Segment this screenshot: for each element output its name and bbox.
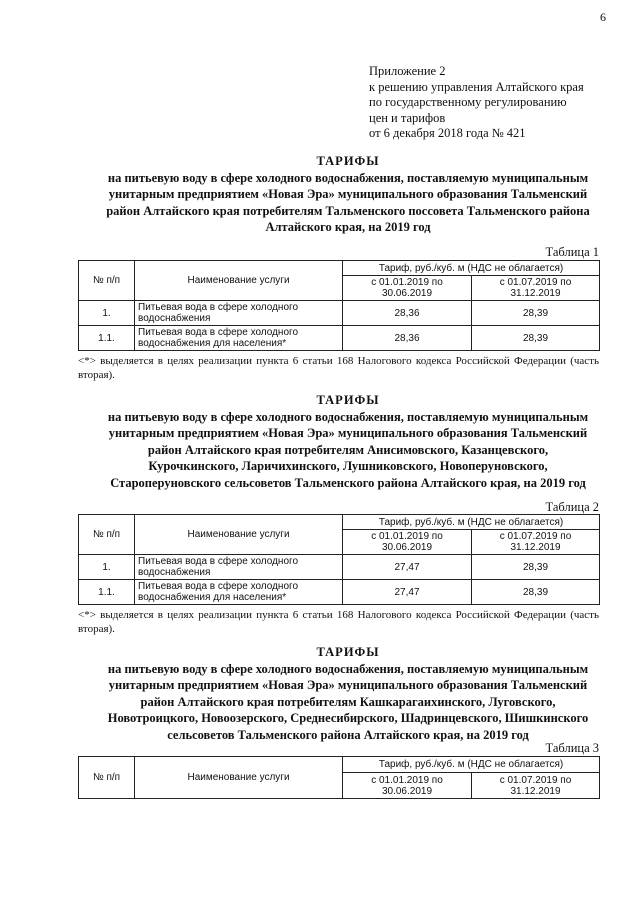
appendix-block bbox=[369, 64, 584, 142]
header-tariff: Тариф, руб./куб. м (НДС не облагается) bbox=[343, 261, 600, 276]
header-period-2: с 01.07.2019 по 31.12.2019 bbox=[472, 773, 600, 799]
section-subtitle-line: унитарным предприятием «Новая Эра» муниципального образования Тальменский bbox=[108, 187, 588, 201]
header-tariff: Тариф, руб./куб. м (НДС не облагается) bbox=[343, 757, 600, 773]
header-period-2: с 01.07.2019 по 31.12.2019 bbox=[472, 530, 600, 555]
section-title: ТАРИФЫ bbox=[316, 154, 380, 168]
row-num: 1.1. bbox=[79, 326, 135, 351]
table-3-label: Таблица 3 bbox=[545, 741, 599, 755]
section-subtitle-line: унитарным предприятием «Новая Эра» муниципального образования Тальменский bbox=[108, 426, 588, 440]
section-2-heading bbox=[88, 392, 608, 491]
header-num: № п/п bbox=[79, 515, 135, 555]
appendix-line: по государственному регулированию bbox=[369, 95, 567, 109]
header-service: Наименование услуги bbox=[135, 515, 343, 555]
table-1-label: Таблица 1 bbox=[545, 245, 599, 259]
header-service: Наименование услуги bbox=[135, 757, 343, 799]
section-subtitle-line: Новотроицкого, Новоозерского, Среднесибирского, Шадринцевского, Шишкинского bbox=[107, 711, 589, 725]
header-tariff: Тариф, руб./куб. м (НДС не облагается) bbox=[343, 515, 600, 530]
appendix-line: от 6 декабря 2018 года № 421 bbox=[369, 126, 526, 140]
section-title: ТАРИФЫ bbox=[316, 393, 380, 407]
row-value-2: 28,39 bbox=[472, 301, 600, 326]
table-row bbox=[79, 580, 600, 605]
row-value-2: 28,39 bbox=[472, 326, 600, 351]
tariff-table-1 bbox=[78, 260, 600, 351]
section-subtitle-line: Алтайского края, на 2019 год bbox=[265, 220, 431, 234]
section-1-heading bbox=[88, 153, 608, 236]
section-subtitle-line: Староперуновского сельсоветов Тальменского района Алтайского края, на 2019 год bbox=[110, 475, 586, 490]
row-num: 1. bbox=[79, 555, 135, 580]
row-service-name: Питьевая вода в сфере холодного водоснабжения bbox=[135, 555, 343, 580]
header-period-1: с 01.01.2019 по 30.06.2019 bbox=[343, 276, 472, 301]
section-3-heading bbox=[88, 644, 608, 743]
row-value-1: 27,47 bbox=[343, 580, 472, 605]
section-title: ТАРИФЫ bbox=[316, 645, 380, 659]
row-num: 1.1. bbox=[79, 580, 135, 605]
header-period-1: с 01.01.2019 по 30.06.2019 bbox=[343, 530, 472, 555]
section-subtitle-line: на питьевую воду в сфере холодного водоснабжения, поставляемую муниципальным bbox=[107, 409, 589, 424]
page-number: 6 bbox=[600, 10, 606, 24]
row-value-1: 28,36 bbox=[343, 301, 472, 326]
row-service-name: Питьевая вода в сфере холодного водоснабжения bbox=[135, 301, 343, 326]
table-2-label: Таблица 2 bbox=[545, 500, 599, 514]
tariff-table-3 bbox=[78, 756, 600, 799]
table-1-note: <*> выделяется в целях реализации пункта 6 статьи 168 Налогового кодекса Российской Федерации (часть вторая). bbox=[78, 355, 599, 381]
tariff-table-2 bbox=[78, 514, 600, 605]
table-row bbox=[79, 301, 600, 326]
header-period-1: с 01.01.2019 по 30.06.2019 bbox=[343, 773, 472, 799]
appendix-line: Приложение 2 bbox=[369, 64, 446, 78]
appendix-line: цен и тарифов bbox=[369, 110, 446, 125]
row-value-1: 28,36 bbox=[343, 326, 472, 351]
header-period-2: с 01.07.2019 по 31.12.2019 bbox=[472, 276, 600, 301]
table-2-note: <*> выделяется в целях реализации пункта 6 статьи 168 Налогового кодекса Российской Федерации (часть вторая). bbox=[78, 609, 599, 635]
table-row bbox=[79, 326, 600, 351]
header-service: Наименование услуги bbox=[135, 261, 343, 301]
appendix-line: к решению управления Алтайского края bbox=[369, 79, 584, 94]
section-subtitle-line: унитарным предприятием «Новая Эра» муниципального образования Тальменский bbox=[108, 678, 588, 692]
section-subtitle-line: район Алтайского края потребителям Кашкарагаихинского, Луговского, bbox=[140, 694, 556, 709]
section-subtitle-line: на питьевую воду в сфере холодного водоснабжения, поставляемую муниципальным bbox=[107, 170, 589, 185]
section-subtitle-line: сельсоветов Тальменского района Алтайского края, на 2019 год bbox=[167, 727, 529, 742]
section-subtitle-line: район Алтайского края потребителям Анисимовского, Казанцевского, bbox=[147, 442, 549, 457]
section-subtitle-line: Курочкинского, Ларичихинского, Лушниковского, Новоперуновского, bbox=[148, 459, 548, 473]
row-num: 1. bbox=[79, 301, 135, 326]
table-row bbox=[79, 555, 600, 580]
section-subtitle-line: район Алтайского края потребителям Тальменского поссовета Тальменского района bbox=[106, 203, 590, 218]
row-service-name: Питьевая вода в сфере холодного водоснабжения для населения* bbox=[135, 326, 343, 351]
row-service-name: Питьевая вода в сфере холодного водоснабжения для населения* bbox=[135, 580, 343, 605]
row-value-2: 28,39 bbox=[472, 555, 600, 580]
row-value-1: 27,47 bbox=[343, 555, 472, 580]
row-value-2: 28,39 bbox=[472, 580, 600, 605]
section-subtitle-line: на питьевую воду в сфере холодного водоснабжения, поставляемую муниципальным bbox=[107, 661, 589, 676]
header-num: № п/п bbox=[79, 757, 135, 799]
header-num: № п/п bbox=[79, 261, 135, 301]
